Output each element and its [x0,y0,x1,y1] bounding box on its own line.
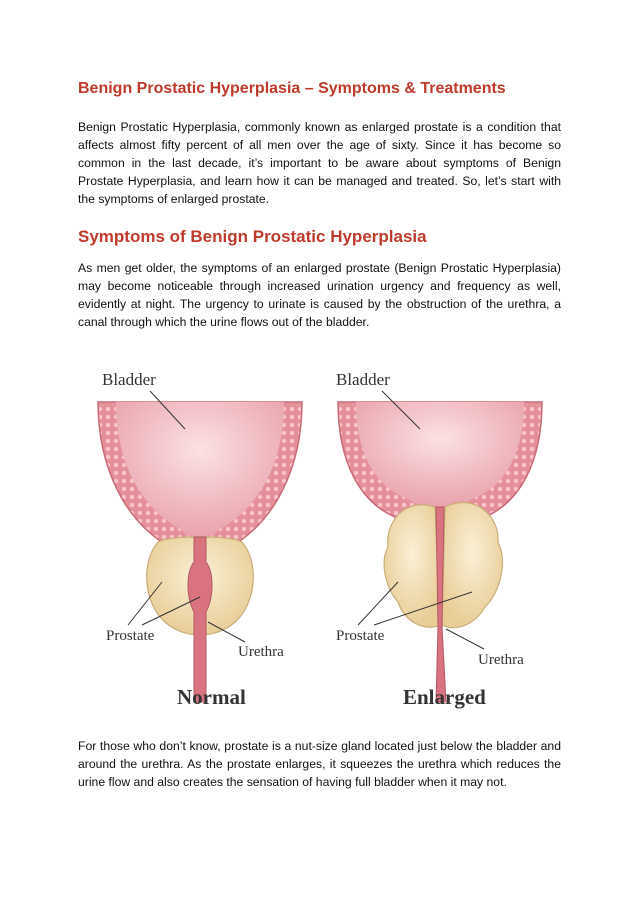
normal-prostate-label: Prostate [106,628,155,644]
enlarged-urethra-label: Urethra [478,652,524,668]
enlarged-prostate-right-lobe [442,502,502,627]
document-title: Benign Prostatic Hyperplasia – Symptoms & Treatments [78,80,506,97]
normal-caption: Normal [177,685,246,709]
closing-paragraph: For those who don’t know, prostate is a nut-size gland located just below the bladder and around the urethra. As the prostate enlarges, it squeezes the urethra which reduces the urine flow and also creates the sensation of having full bladder when it may not. [78,739,561,789]
enlarged-diagram [336,370,542,709]
intro-paragraph: Benign Prostatic Hyperplasia, commonly known as enlarged prostate is a condition that affects almost fifty percent of all men over the age of sixty. Since it has become so common in the last decade, it’s important to be aware about symptoms of Benign Prostate Hyperplasia, and learn how it can be managed and treated. So, let’s start with the symptoms of enlarged prostate. [78,120,561,206]
prostate-comparison-illustration [80,357,560,717]
section-heading: Symptoms of Benign Prostatic Hyperplasia [78,227,427,246]
normal-bladder-label: Bladder [102,370,156,389]
enlarged-caption: Enlarged [403,685,486,709]
normal-diagram [98,370,302,709]
enlarged-prostate-label: Prostate [336,628,385,644]
normal-urethra-label: Urethra [238,644,284,660]
enlarged-bladder-label: Bladder [336,370,390,389]
symptoms-paragraph: As men get older, the symptoms of an enlarged prostate (Benign Prostatic Hyperplasia) may become noticeable through increased urination urgency and frequency as well, evidently at night. The urgency to urinate is caused by the obstruction of the urethra, a canal through which the urine flows out of the bladder. [78,261,561,329]
enlarged-prostate-left-lobe [384,505,440,627]
